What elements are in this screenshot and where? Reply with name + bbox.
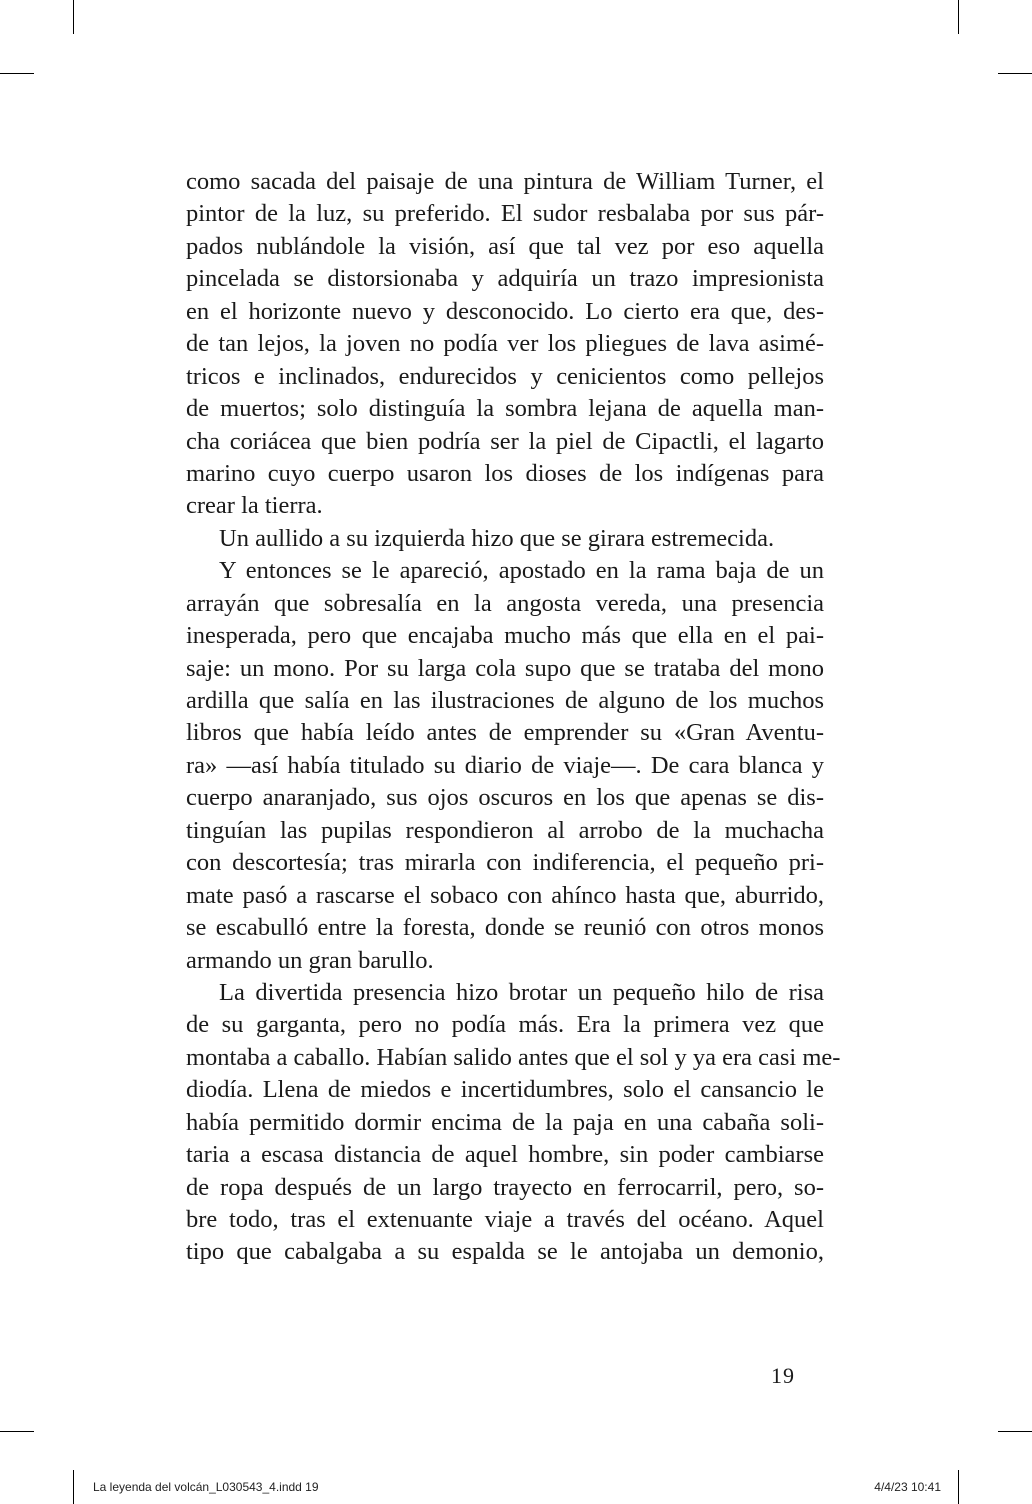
- text-line: había permitido dormir encima de la paja en una cabaña soli-: [186, 1108, 824, 1136]
- text-line: Un aullido a su izquierda hizo que se girara estremecida.: [219, 524, 775, 552]
- text-line: pintor de la luz, su preferido. El sudor resbalaba por sus pár-: [186, 200, 824, 228]
- text-line: con descortesía; tras mirarla con indiferencia, el pequeño pri-: [186, 849, 824, 877]
- crop-mark-left-top: [0, 73, 34, 74]
- text-line: pados nublándole la visión, así que tal vez por eso aquella: [186, 232, 824, 260]
- date-slug: 4/4/23 10:41: [874, 1480, 941, 1494]
- text-line: libros que había leído antes de emprender su «Gran Aventu-: [186, 719, 824, 747]
- text-line: se escabulló entre la foresta, donde se reunió con otros monos: [186, 914, 824, 942]
- text-line: ardilla que salía en las ilustraciones de alguno de los muchos: [186, 687, 824, 714]
- crop-mark-left-bottom: [0, 1431, 34, 1432]
- crop-mark-bottom-left: [73, 1470, 74, 1504]
- text-line: de tan lejos, la joven no podía ver los pliegues de lava asimé-: [186, 330, 824, 358]
- text-line: cha coriácea que bien podría ser la piel de Cipactli, el lagarto: [186, 427, 824, 455]
- text-line: Y entonces se le apareció, apostado en la rama baja de un: [219, 557, 824, 585]
- text-line: montaba a caballo. Habían salido antes que el sol y ya era casi me-: [186, 1043, 841, 1071]
- crop-mark-right-bottom: [998, 1431, 1032, 1432]
- text-line: armando un gran barullo.: [186, 946, 434, 974]
- crop-mark-bottom-right: [958, 1470, 959, 1504]
- page-number: 19: [771, 1363, 795, 1388]
- crop-mark-right-top: [998, 73, 1032, 74]
- text-line: mate pasó a rascarse el sobaco con ahínco hasta que, aburrido,: [186, 881, 824, 909]
- text-line: La divertida presencia hizo brotar un pequeño hilo de risa: [219, 978, 824, 1006]
- text-line: crear la tierra.: [186, 492, 323, 520]
- text-line: tricos e inclinados, endurecidos y cenicientos como pellejos: [186, 362, 824, 390]
- text-line: bre todo, tras el extenuante viaje a través del océano. Aquel: [186, 1206, 824, 1233]
- text-line: como sacada del paisaje de una pintura de William Turner, el: [186, 168, 824, 195]
- text-line: tinguían las pupilas respondieron al arrobo de la muchacha: [186, 816, 824, 844]
- text-line: taria a escasa distancia de aquel hombre, sin poder cambiarse: [186, 1141, 824, 1169]
- body-text: [186, 166, 841, 1269]
- text-line: saje: un mono. Por su larga cola supo que se trataba del mono: [186, 654, 824, 682]
- text-line: tipo que cabalgaba a su espalda se le antojaba un demonio,: [186, 1238, 824, 1266]
- text-line: ra» —así había titulado su diario de viaje—. De cara blanca y: [186, 751, 824, 779]
- text-line: de muertos; solo distinguía la sombra lejana de aquella man-: [186, 395, 824, 423]
- crop-mark-top-right: [958, 0, 959, 34]
- text-line: cuerpo anaranjado, sus ojos oscuros en los que apenas se dis-: [186, 784, 824, 812]
- text-line: marino cuyo cuerpo usaron los dioses de los indígenas para: [186, 459, 824, 487]
- text-line: inesperada, pero que encajaba mucho más que ella en el pai-: [186, 622, 824, 650]
- text-line: arrayán que sobresalía en la angosta vereda, una presencia: [186, 589, 824, 617]
- text-line: en el horizonte nuevo y desconocido. Lo cierto era que, des-: [186, 297, 824, 325]
- file-slug: La leyenda del volcán_L030543_4.indd 19: [93, 1480, 319, 1494]
- crop-mark-top-left: [73, 0, 74, 34]
- text-line: diodía. Llena de miedos e incertidumbres, solo el cansancio le: [186, 1076, 824, 1104]
- text-line: de ropa después de un largo trayecto en ferrocarril, pero, so-: [186, 1173, 824, 1201]
- text-line: pincelada se distorsionaba y adquiría un trazo impresionista: [186, 265, 824, 293]
- text-line: de su garganta, pero no podía más. Era la primera vez que: [186, 1011, 824, 1039]
